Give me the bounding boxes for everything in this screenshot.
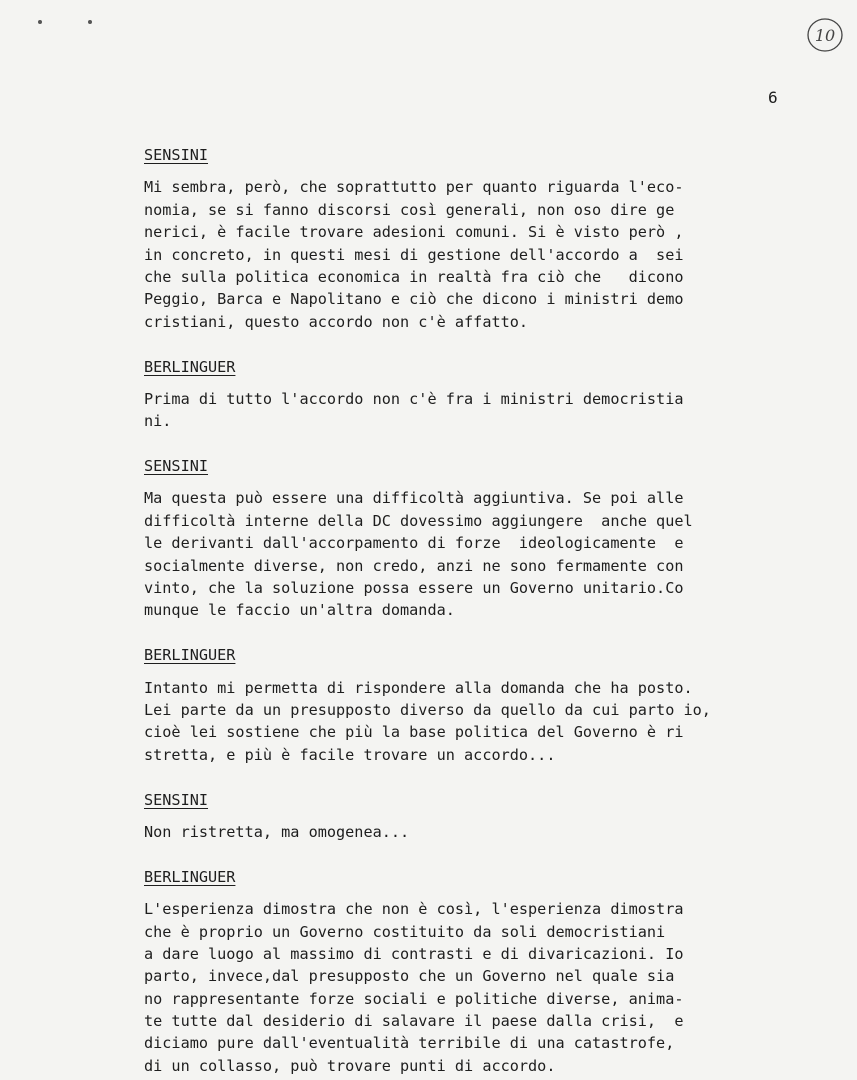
text-line: munque le faccio un'altra domanda. [144, 601, 455, 620]
text-line: Lei parte da un presupposto diverso da quello da cui parto io, [144, 700, 711, 719]
text-line: a dare luogo al massimo di contrasti e di divaricazioni. Io [144, 944, 684, 963]
text-line: socialmente diverse, non credo, anzi ne sono fermamente con [144, 556, 684, 575]
speaker-name: SENSINI [144, 146, 209, 164]
text-line: stretta, e più è facile trovare un accordo... [144, 745, 556, 764]
speech-paragraph [144, 677, 784, 767]
speaker-name: BERLINGUER [144, 357, 236, 376]
text-line: ni. [144, 412, 172, 431]
text-line: diciamo pure dall'eventualità terribile di una catastrofe, [144, 1034, 675, 1053]
circled-page-mark [806, 16, 844, 54]
text-line: nomia, se si fanno discorsi così generali, non oso dire ge [144, 200, 675, 219]
speech-paragraph [144, 176, 784, 333]
text-line: che è proprio un Governo costituito da soli democristiani [144, 922, 666, 941]
text-line: Non ristretta, ma omogenea... [144, 822, 410, 841]
text-line: Prima di tutto l'accordo non c'è fra i ministri democristia [144, 389, 684, 408]
text-line: difficoltà interne della DC dovessimo aggiungere anche quel [144, 511, 693, 530]
text-line: nerici, è facile trovare adesioni comuni. Si è visto però , [144, 223, 684, 242]
speaker-name: BERLINGUER [144, 646, 236, 665]
speaker-row [144, 455, 784, 477]
text-line: Intanto mi permetta di rispondere alla domanda che ha posto. [144, 678, 693, 697]
text-line: cioè lei sostiene che più la base politica del Governo è ri [144, 723, 684, 742]
circled-mark-text: 10 [814, 26, 836, 45]
scan-speck [38, 20, 42, 24]
text-line: Peggio, Barca e Napolitano e ciò che dicono i ministri demo [144, 290, 684, 309]
speech-paragraph [144, 388, 784, 433]
transcript-body [144, 144, 784, 1080]
speech-paragraph [144, 898, 784, 1077]
speaker-row [144, 866, 784, 888]
speaker-row [144, 356, 784, 378]
speaker-name: SENSINI [144, 457, 209, 476]
speech-paragraph [144, 487, 784, 621]
speaker-name: SENSINI [144, 790, 209, 809]
text-line: no rappresentante forze sociali e politiche diverse, anima- [144, 989, 684, 1008]
text-line: che sulla politica economica in realtà fra ciò che dicono [144, 267, 684, 286]
text-line: Mi sembra, però, che soprattutto per quanto riguarda l'eco- [144, 178, 684, 197]
text-line: L'esperienza dimostra che non è così, l'esperienza dimostra [144, 900, 684, 919]
text-line: di un collasso, può trovare punti di accordo. [144, 1056, 556, 1075]
speaker-name: BERLINGUER [144, 867, 236, 886]
speaker-row [144, 789, 784, 811]
text-line: Ma questa può essere una difficoltà aggiuntiva. Se poi alle [144, 489, 684, 508]
scan-speck [88, 20, 92, 24]
text-line: le derivanti dall'accorpamento di forze ideologicamente e [144, 534, 684, 553]
speech-paragraph [144, 821, 784, 843]
speaker-row [144, 644, 784, 666]
text-line: te tutte dal desiderio di salavare il paese dalla crisi, e [144, 1012, 684, 1031]
text-line: vinto, che la soluzione possa essere un Governo unitario.Co [144, 579, 684, 598]
speaker-row [144, 144, 784, 166]
page-number: 6 [768, 88, 778, 107]
text-line: cristiani, questo accordo non c'è affatto. [144, 312, 529, 331]
text-line: in concreto, in questi mesi di gestione dell'accordo a sei [144, 245, 684, 264]
text-line: parto, invece,dal presupposto che un Governo nel quale sia [144, 967, 675, 986]
